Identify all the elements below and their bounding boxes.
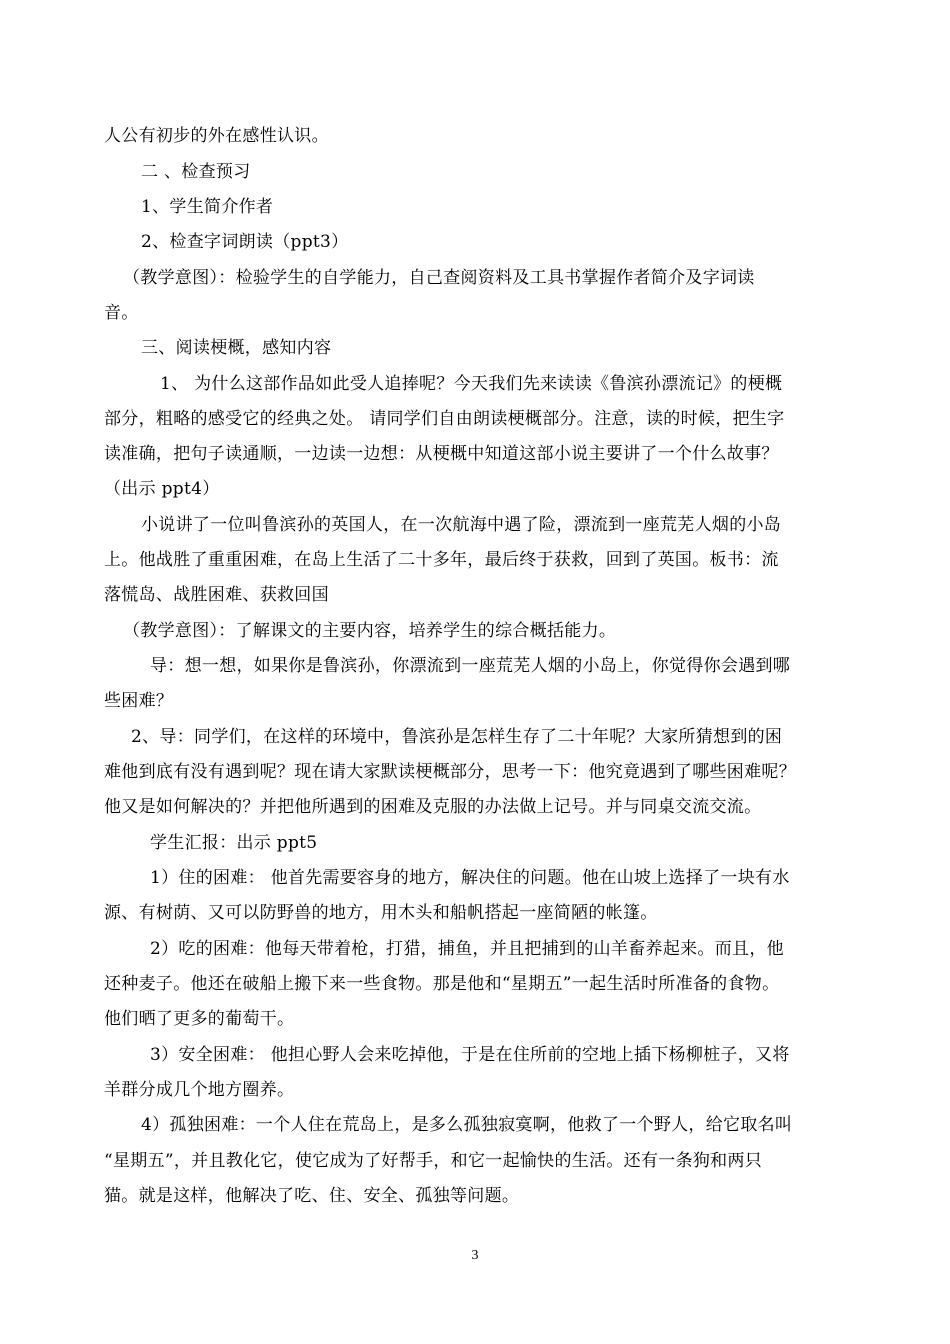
text-line: 导：想一想，如果你是鲁滨孙，你漂流到一座荒芜人烟的小岛上，你觉得你会遇到哪 bbox=[150, 656, 791, 676]
text-line: （教学意图）：检验学生的自学能力，自己查阅资料及工具书掌握作者简介及字词读 bbox=[123, 268, 755, 288]
section-heading: 三、阅读梗概，感知内容 bbox=[141, 338, 332, 358]
page-number: 3 bbox=[471, 1248, 479, 1263]
text-line: 3）安全困难： 他担心野人会来吃掉他，于是在住所前的空地上插下杨柳桩子，又将 bbox=[150, 1045, 790, 1065]
text-line: 1）住的困难： 他首先需要容身的地方，解决住的问题。他在山坡上选择了一块有水 bbox=[150, 868, 790, 888]
text-line: 他们晒了更多的葡萄干。 bbox=[104, 1009, 295, 1029]
text-line: 还种麦子。他还在破船上搬下来一些食物。那是他和“星期五”一起生活时所准备的食物。 bbox=[104, 974, 780, 994]
text-line: 1、 为什么这部作品如此受人追捧呢？今天我们先来读读《鲁滨孙漂流记》的梗概 bbox=[160, 374, 783, 394]
text-line: 读准确，把句子读通顺，一边读一边想：从梗概中知道这部小说主要讲了一个什么故事？ bbox=[104, 444, 779, 464]
text-line: 上。他战胜了重重困难，在岛上生活了二十多年，最后终于获救，回到了英国。板书：流 bbox=[104, 550, 779, 570]
text-line: 学生汇报：出示 ppt5 bbox=[150, 833, 318, 853]
text-line: 2）吃的困难：他每天带着枪，打猎，捕鱼，并且把捕到的山羊畜养起来。而且，他 bbox=[150, 939, 784, 959]
text-line: 音。 bbox=[104, 303, 139, 323]
list-item: 1、学生简介作者 bbox=[141, 197, 274, 217]
text-line: 部分，粗略的感受它的经典之处。 请同学们自由朗读梗概部分。注意，读的时候，把生字 bbox=[104, 409, 785, 429]
text-line: “星期五”，并且教化它，使它成为了好帮手，和它一起愉快的生活。还有一条狗和两只 bbox=[104, 1151, 763, 1171]
text-line: 羊群分成几个地方圈养。 bbox=[104, 1080, 295, 1100]
text-line: 2、导：同学们，在这样的环境中，鲁滨孙是怎样生存了二十年呢？大家所猜想到的困 bbox=[131, 727, 783, 747]
text-line: 小说讲了一位叫鲁滨孙的英国人，在一次航海中遇了险，漂流到一座荒芜人烟的小岛 bbox=[141, 515, 782, 535]
list-item: 2、检查字词朗读（ppt3） bbox=[141, 232, 349, 252]
text-line: 些困难？ bbox=[104, 691, 174, 711]
text-line: 4）孤独困难：一个人住在荒岛上，是多么孤独寂寞啊，他救了一个野人，给它取名叫 bbox=[141, 1115, 793, 1135]
text-line: （教学意图）：了解课文的主要内容，培养学生的综合概括能力。 bbox=[123, 621, 617, 641]
text-line: 人公有初步的外在感性认识。 bbox=[104, 126, 329, 146]
text-line: 猫。就是这样，他解决了吃、住、安全、孤独等问题。 bbox=[104, 1186, 520, 1206]
section-heading: 二 、检查预习 bbox=[141, 162, 251, 182]
text-line: 源、有树荫、又可以防野兽的地方，用木头和船帆搭起一座简陋的帐篷。 bbox=[104, 903, 658, 923]
text-line: 难他到底有没有遇到呢？现在请大家默读梗概部分，思考一下：他究竟遇到了哪些困难呢？ bbox=[104, 762, 796, 782]
text-line: 落慌岛、战胜困难、获救回国 bbox=[104, 585, 329, 605]
text-line: （出示 ppt4） bbox=[104, 479, 220, 499]
text-line: 他又是如何解决的？并把他所遇到的困难及克服的办法做上记号。并与同桌交流交流。 bbox=[104, 797, 762, 817]
